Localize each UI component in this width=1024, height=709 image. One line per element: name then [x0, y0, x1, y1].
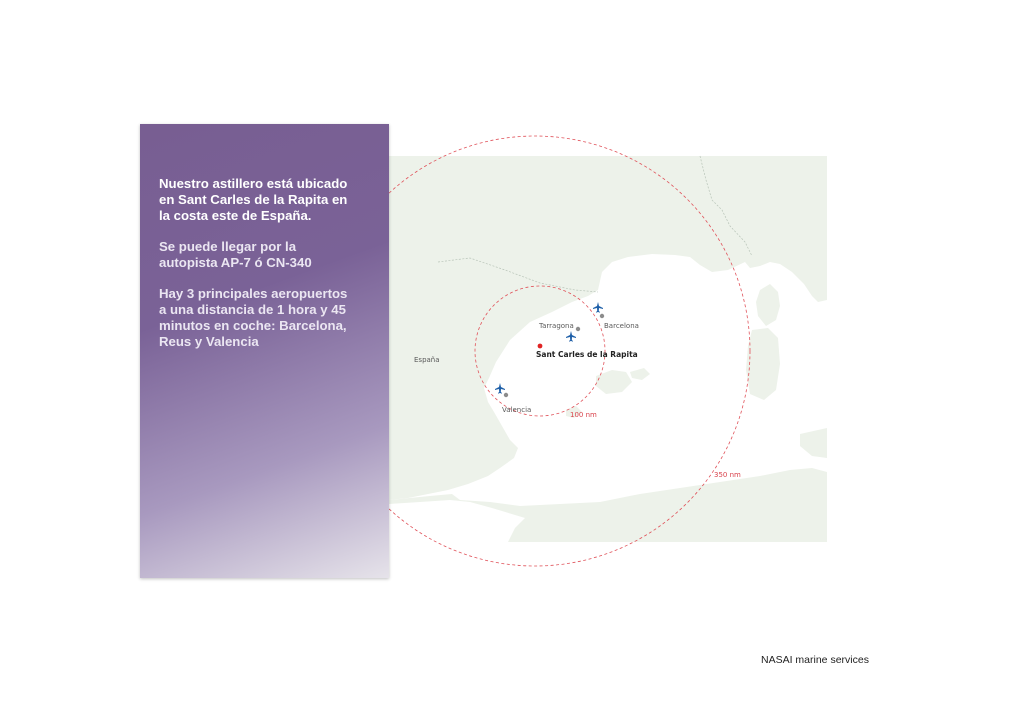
info-paragraph-access: Se puede llegar por la autopista AP-7 ó CN-340	[159, 239, 312, 270]
airport-icon-valencia	[495, 383, 505, 394]
city-dot-valencia	[504, 393, 508, 397]
info-panel	[140, 124, 389, 578]
land-mallorca	[596, 370, 632, 394]
land-menorca	[630, 368, 650, 380]
shipyard-label: Sant Carles de la Rapita	[536, 350, 638, 359]
land-corsica	[756, 284, 780, 326]
info-paragraph-airports: Hay 3 principales aeropuertos a una distancia de 1 hora y 45 minutos en coche: Barcelona, Reus y Valencia	[159, 286, 348, 349]
country-label-spain: España	[414, 356, 440, 364]
land-sardinia	[746, 328, 780, 400]
ring-label-350nm: 350 nm	[714, 471, 741, 479]
info-text	[159, 176, 354, 365]
info-paragraph-location: Nuestro astillero está ubicado en Sant Carles de la Rapita en la costa este de España.	[159, 176, 348, 223]
city-dot-barcelona	[600, 314, 604, 318]
city-label-barcelona: Barcelona	[604, 322, 639, 330]
city-label-tarragona: Tarragona	[539, 322, 574, 330]
shipyard-dot	[538, 344, 543, 349]
land-sicily	[800, 428, 827, 458]
footer-company-name: NASAI marine services	[761, 654, 869, 666]
land-areas	[389, 156, 827, 542]
city-dot-tarragona	[576, 327, 580, 331]
city-label-valencia: Valencia	[502, 406, 532, 414]
airport-icon-barcelona	[593, 302, 603, 313]
airport-icon-reus	[566, 331, 576, 342]
ring-label-100nm: 100 nm	[570, 411, 597, 419]
land-spain-south	[389, 388, 518, 500]
